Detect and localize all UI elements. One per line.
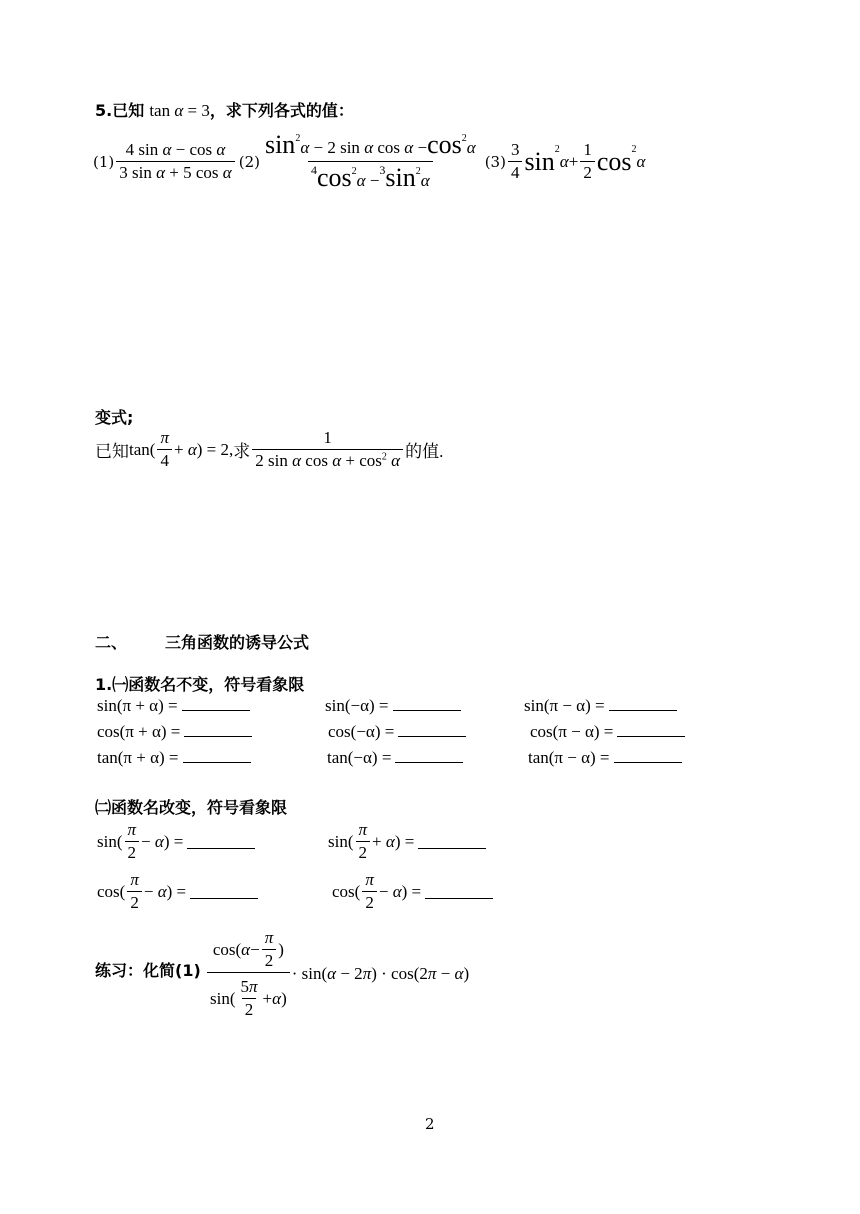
formula-cos-pi-minus: cos(π − α) = — [530, 722, 685, 742]
formula-tan-pi-plus: tan(π + α) = — [97, 748, 251, 768]
formula-sin-pi-minus: sin(π − α) = — [524, 696, 677, 716]
q5-stem-pre: 已知 — [112, 101, 145, 120]
formula-sin-half-pi-plus: sin( $\frac{\pi}{2}$ + α) = — [328, 820, 486, 863]
q5-part2-label: (2) — [238, 152, 260, 171]
q5-number: 5. — [95, 101, 113, 120]
q5-heading — [95, 98, 354, 121]
formula-cos-neg: cos(−α) = — [328, 722, 466, 742]
practice-expr: cos( α − $\frac{\pi}{2}$ ) sin( $\frac{5\pi}{2}$ + α ) · sin(α − 2π) · cos(2π − α) — [205, 928, 469, 1020]
q5-parts — [93, 130, 645, 193]
formula-tan-pi-minus: tan(π − α) = — [528, 748, 682, 768]
part1-heading: 1.㈠函数名不变，符号看象限 — [95, 675, 305, 694]
variant-line: 已知 tan( $\frac{\pi}{4}$ + α) = 2, 求 $\frac{1}{2 \sin \alpha \cos \alpha + \cos^2 \alpha}$ 的值. — [95, 428, 444, 470]
formula-cos-half-pi-minus-2: cos( $\frac{\pi}{2}$ − α) = — [332, 870, 493, 913]
q5-part1-fraction: $\frac{\text{4 sin α − cos α}}{\text{3 sin α + 5 cos α}}$ — [116, 140, 234, 183]
q5-condition: tan α = 3 — [149, 101, 210, 120]
section2-numeral: 二、 — [95, 633, 128, 652]
q5-part1-label: (1) — [93, 152, 115, 171]
formula-sin-pi-plus: sin(π + α) = — [97, 696, 250, 716]
q5-part3-label: (3) — [484, 152, 506, 171]
q5-part3-expr: $\frac{3}{4}$ sin 2 α + $\frac{1}{2}$ cos 2 α — [506, 140, 645, 183]
formula-cos-half-pi-minus-1: cos( $\frac{\pi}{2}$ − α) = — [97, 870, 258, 913]
q5-part2-fraction: $\frac{\sin^2\alpha - 2 \sin \alpha \cos \alpha -\cos^2\alpha}{^4\cos^2\alpha -^3\sin^2\alpha}$ — [264, 130, 476, 192]
practice-label: 练习：化简(1) — [95, 961, 201, 980]
part2-heading: ㈡函数名改变，符号看象限 — [95, 798, 288, 817]
formula-cos-pi-plus: cos(π + α) = — [97, 722, 252, 742]
formula-sin-neg: sin(−α) = — [325, 696, 461, 716]
page-number: 2 — [425, 1115, 435, 1133]
q5-stem-post: ，求下列各式的值： — [209, 101, 354, 120]
formula-sin-half-pi-minus: sin( $\frac{\pi}{2}$ − α) = — [97, 820, 255, 863]
section2-title: 三角函数的诱导公式 — [165, 633, 310, 652]
formula-tan-neg: tan(−α) = — [327, 748, 463, 768]
variant-title: 变式; — [95, 408, 134, 427]
